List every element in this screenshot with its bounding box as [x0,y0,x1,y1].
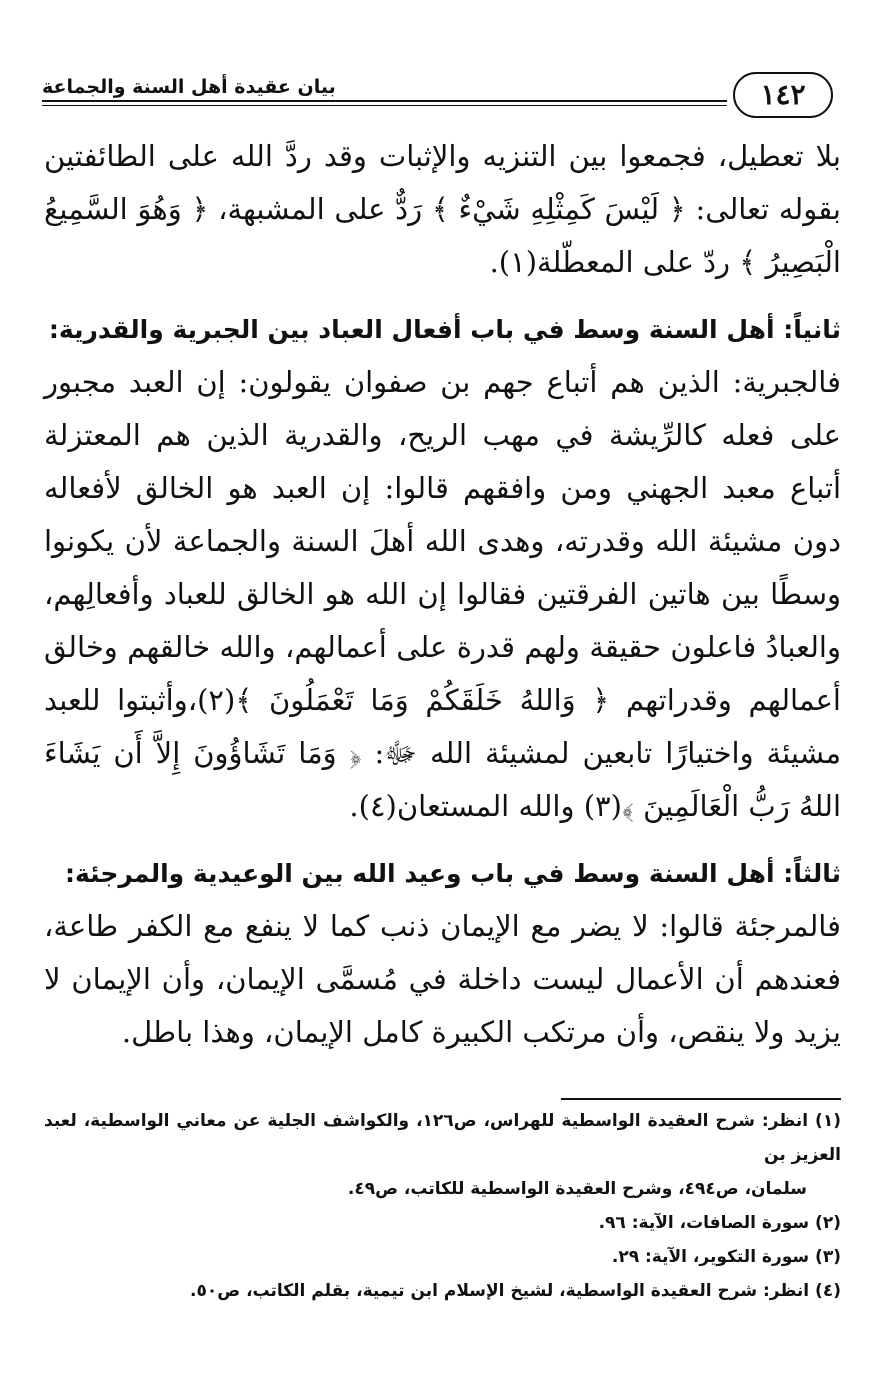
footnote-4: (٤) انظر: شرح العقيدة الواسطية، لشيخ الإسلام ابن تيمية، بقلم الكاتب، ص٥٠. [190,1281,841,1301]
footnote-1: (١) انظر: شرح العقيدة الواسطية للهراس، ص١٢٦، والكواشف الجلية عن معاني الواسطية، لعبد العزيز بن [44,1111,842,1165]
paragraph-gap [44,289,841,303]
page-number: ١٤٢ [733,72,833,118]
section-heading-second: ثانياً: أهل السنة وسط في باب أفعال العباد بين الجبرية والقدرية: [48,315,841,344]
page-header [42,60,833,122]
paragraph-intro: بلا تعطيل، فجمعوا بين التنزيه والإثبات وقد ردَّ الله على الطائفتين بقوله تعالى: ﴿ لَيْسَ كَمِثْلِهِ شَيْءٌ ﴾ رَدٌّ على المشبهة، ﴿ وَهُوَ السَّمِيعُ الْبَصِيرُ ﴾ ردّ على المعطّلة(١). [44,139,841,279]
footnote-rule [561,1098,841,1100]
main-text [44,130,841,1059]
section-heading-third: ثالثاً: أهل السنة وسط في باب وعيد الله بين الوعيدية والمرجئة: [65,859,841,888]
running-title: بيان عقيدة أهل السنة والجماعة [42,76,336,98]
paragraph-second: فالجبرية: الذين هم أتباع جهم بن صفوان يقولون: إن العبد مجبور على فعله كالرِّيشة في مهب الريح، والقدرية الذين هم المعتزلة أتباع معبد الجهني ومن وافقهم قالوا: إن العبد هو الخالق لأفعاله دون مشيئة الله وقدرته، وهدى الله أهلَ السنة والجماعة لأن يكونوا وسطًا بين هاتين الفرقتين فقالوا إن الله هو الخالق للعباد وأفعالِهم، والعبادُ فاعلون حقيقة ولهم قدرة على أعمالهم، والله خالقهم وخالق أعمالهم وقدراتهم ﴿ وَاللهُ خَلَقَكُمْ وَمَا تَعْمَلُونَ ﴾(٢)،وأثبتوا للعبد مشيئة واختيارًا تابعين لمشيئة الله ﷻ: ﴿ وَمَا تَشَاؤُونَ إِلاَّ أَن يَشَاءَ اللهُ رَبُّ الْعَالَمِينَ ﴾(٣) والله المستعان(٤). [44,365,841,823]
paragraph-gap [44,833,841,847]
header-rule [42,100,727,106]
paragraph-third: فالمرجئة قالوا: لا يضر مع الإيمان ذنب كما لا ينفع مع الكفر طاعة، فعندهم أن الأعمال ليست داخلة في مُسمَّى الإيمان، وأن الإيمان لا يزيد ولا ينقص، وأن مرتكب الكبيرة كامل الإيمان، وهذا باطل. [44,909,841,1049]
footnote-3: (٣) سورة التكوير، الآية: ٢٩. [611,1247,841,1267]
footnote-1-continued: سلمان، ص٤٩٤، وشرح العقيدة الواسطية للكاتب، ص٤٩. [347,1179,807,1199]
footnotes [44,1104,841,1308]
footnote-2: (٢) سورة الصافات، الآية: ٩٦. [598,1213,841,1233]
